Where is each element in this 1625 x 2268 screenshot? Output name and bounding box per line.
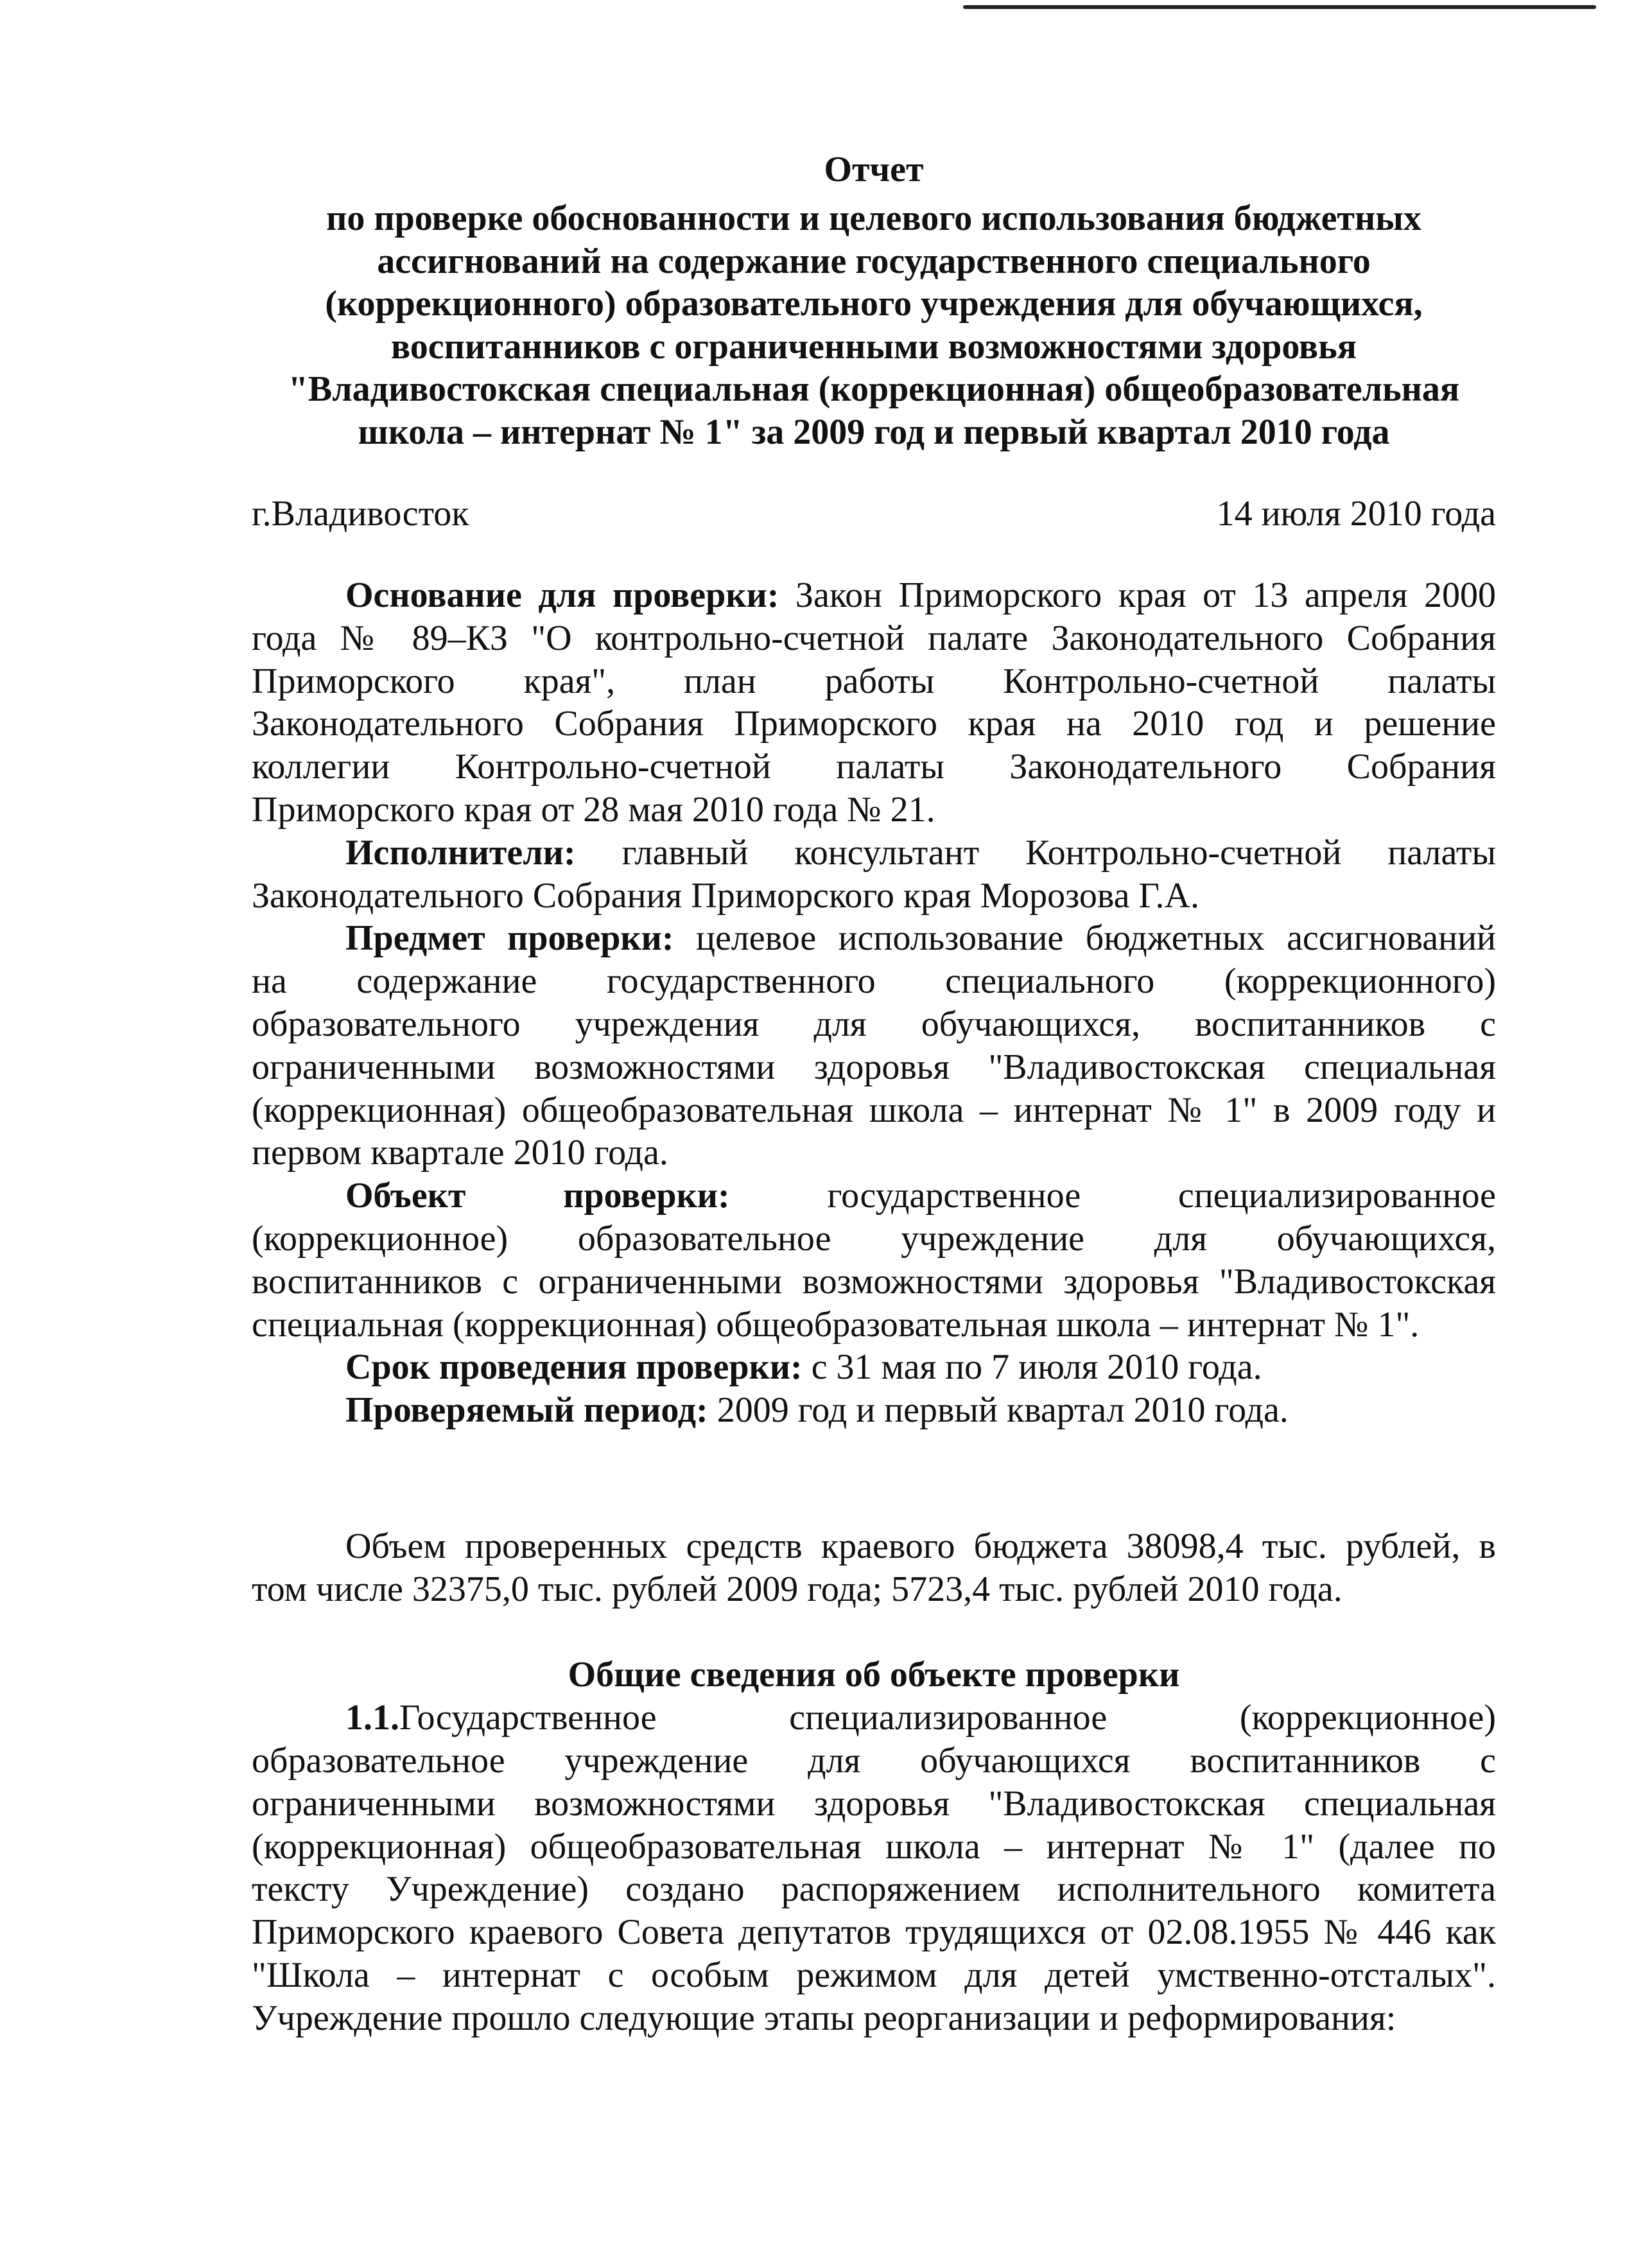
param-label: Исполнители: xyxy=(345,832,576,873)
date: 14 июля 2010 года xyxy=(1216,494,1496,534)
section-1-1-text: Приморского краевого Совета депутатов трудящихся от 02.08.1955 № 446 как xyxy=(252,1912,1496,1953)
param-text: (коррекционное) образовательное учреждение для обучающихся, xyxy=(252,1218,1496,1259)
section-1-1-line xyxy=(252,1997,1496,2040)
param-text: целевое использование бюджетных ассигнований xyxy=(673,918,1497,959)
document-subtitle xyxy=(252,197,1496,453)
param-text: Приморского края", план работы Контрольно-счетной палаты xyxy=(252,661,1496,701)
param-label: Срок проведения проверки: xyxy=(345,1347,803,1388)
param-text: коллегии Контрольно-счетной палаты Законодательного Собрания xyxy=(252,747,1496,787)
param-line xyxy=(252,702,1496,746)
section-1-1-line xyxy=(252,1911,1496,1954)
param-text: главный консультант Контрольно-счетной палаты xyxy=(575,832,1496,873)
subtitle-line: (коррекционного) образовательного учреждения для обучающихся, xyxy=(325,284,1423,324)
param-line xyxy=(252,832,1496,875)
document-title: Отчет xyxy=(824,150,924,189)
param-line xyxy=(252,574,1496,617)
section-1-1-label: 1.1. xyxy=(345,1698,399,1738)
param-text: Приморского края от 28 мая 2010 года № 21. xyxy=(252,789,935,830)
subtitle-line: воспитанников с ограниченными возможностями здоровья xyxy=(390,326,1357,367)
param-text: воспитанников с ограниченными возможностями здоровья "Владивостокская xyxy=(252,1261,1496,1302)
param-text: Закон Приморского края от 13 апреля 2000 xyxy=(779,575,1496,615)
param-line xyxy=(252,1174,1496,1217)
param-line xyxy=(252,875,1496,918)
scan-edge-line xyxy=(963,5,1596,9)
city: г.Владивосток xyxy=(252,494,469,534)
section-1-1-line xyxy=(252,1954,1496,1997)
param-line xyxy=(252,1003,1496,1046)
param-label: Объект проверки: xyxy=(345,1176,730,1216)
inspection-parameters xyxy=(252,574,1496,1432)
param-text: с 31 мая по 7 июля 2010 года. xyxy=(802,1347,1262,1388)
param-line xyxy=(252,1346,1496,1389)
subtitle-line: ассигнований на содержание государственного специального xyxy=(377,241,1371,281)
param-line xyxy=(252,1304,1496,1347)
param-text: (коррекционная) общеобразовательная школа – интернат № 1" в 2009 году и xyxy=(252,1090,1496,1130)
section-title: Общие сведения об объекте проверки xyxy=(568,1655,1180,1695)
section-1-1-text: "Школа – интернат с особым режимом для детей умственно-отсталых". xyxy=(252,1955,1496,1995)
param-text: ограниченными возможностями здоровья "Владивостокская специальная xyxy=(252,1047,1496,1087)
section-1-1-line xyxy=(252,1697,1496,1740)
section-1-1-line xyxy=(252,1826,1496,1869)
param-line xyxy=(252,789,1496,832)
param-line xyxy=(252,960,1496,1003)
subtitle-line: школа – интернат № 1" за 2009 год и первый квартал 2010 года xyxy=(358,412,1390,452)
param-text: Законодательного Собрания Приморского края на 2010 год и решение xyxy=(252,704,1496,744)
param-line xyxy=(252,617,1496,660)
param-line xyxy=(252,1046,1496,1089)
place-date-line xyxy=(252,493,1496,536)
subtitle-line: по проверке обоснованности и целевого использования бюджетных xyxy=(326,198,1421,238)
param-label: Проверяемый период: xyxy=(345,1390,708,1431)
param-line xyxy=(252,1089,1496,1132)
param-text: на содержание государственного специального (коррекционного) xyxy=(252,961,1496,1002)
param-label: Предмет проверки: xyxy=(345,918,674,959)
section-1-1-text: тексту Учреждение) создано распоряжением исполнительного комитета xyxy=(252,1869,1496,1910)
param-text: Законодательного Собрания Приморского края Морозова Г.А. xyxy=(252,875,1199,916)
section-1-1-line xyxy=(252,1783,1496,1826)
param-text: специальная (коррекционная) общеобразовательная школа – интернат № 1". xyxy=(252,1304,1420,1345)
document-body xyxy=(252,1525,1496,2040)
param-text: года № 89–КЗ "О контрольно-счетной палате Законодательного Собрания xyxy=(252,618,1496,658)
subtitle-line: "Владивостокская специальная (коррекционная) общеобразовательная xyxy=(288,369,1460,409)
section-1-1-text: образовательное учреждение для обучающихся воспитанников с xyxy=(252,1740,1496,1781)
param-line xyxy=(252,660,1496,703)
param-line xyxy=(252,746,1496,789)
blank-line xyxy=(252,1611,1496,1654)
param-line xyxy=(252,1217,1496,1260)
param-text: 2009 год и первый квартал 2010 года. xyxy=(708,1390,1289,1431)
param-text: образовательного учреждения для обучающихся, воспитанников с xyxy=(252,1004,1496,1044)
section-1-1-text: ограниченными возможностями здоровья "Владивостокская специальная xyxy=(252,1783,1496,1824)
volume-line: Объем проверенных средств краевого бюджета 38098,4 тыс. рублей, в xyxy=(345,1526,1496,1566)
param-label: Основание для проверки: xyxy=(345,575,779,615)
section-1-1-text: Учреждение прошло следующие этапы реорганизации и реформирования: xyxy=(252,1998,1396,2038)
section-1-1-text: (коррекционная) общеобразовательная школа – интернат № 1" (далее по xyxy=(252,1826,1496,1867)
param-text: государственное специализированное xyxy=(729,1176,1496,1216)
volume-line: том числе 32375,0 тыс. рублей 2009 года; 5723,4 тыс. рублей 2010 года. xyxy=(252,1569,1343,1609)
section-1-1-line xyxy=(252,1868,1496,1911)
section-1-1-text: Государственное специализированное (коррекционное) xyxy=(399,1698,1496,1738)
param-line xyxy=(252,1389,1496,1432)
param-line xyxy=(252,917,1496,960)
param-text: первом квартале 2010 года. xyxy=(252,1133,668,1173)
section-1-1-line xyxy=(252,1740,1496,1783)
param-line xyxy=(252,1260,1496,1304)
param-line xyxy=(252,1131,1496,1174)
